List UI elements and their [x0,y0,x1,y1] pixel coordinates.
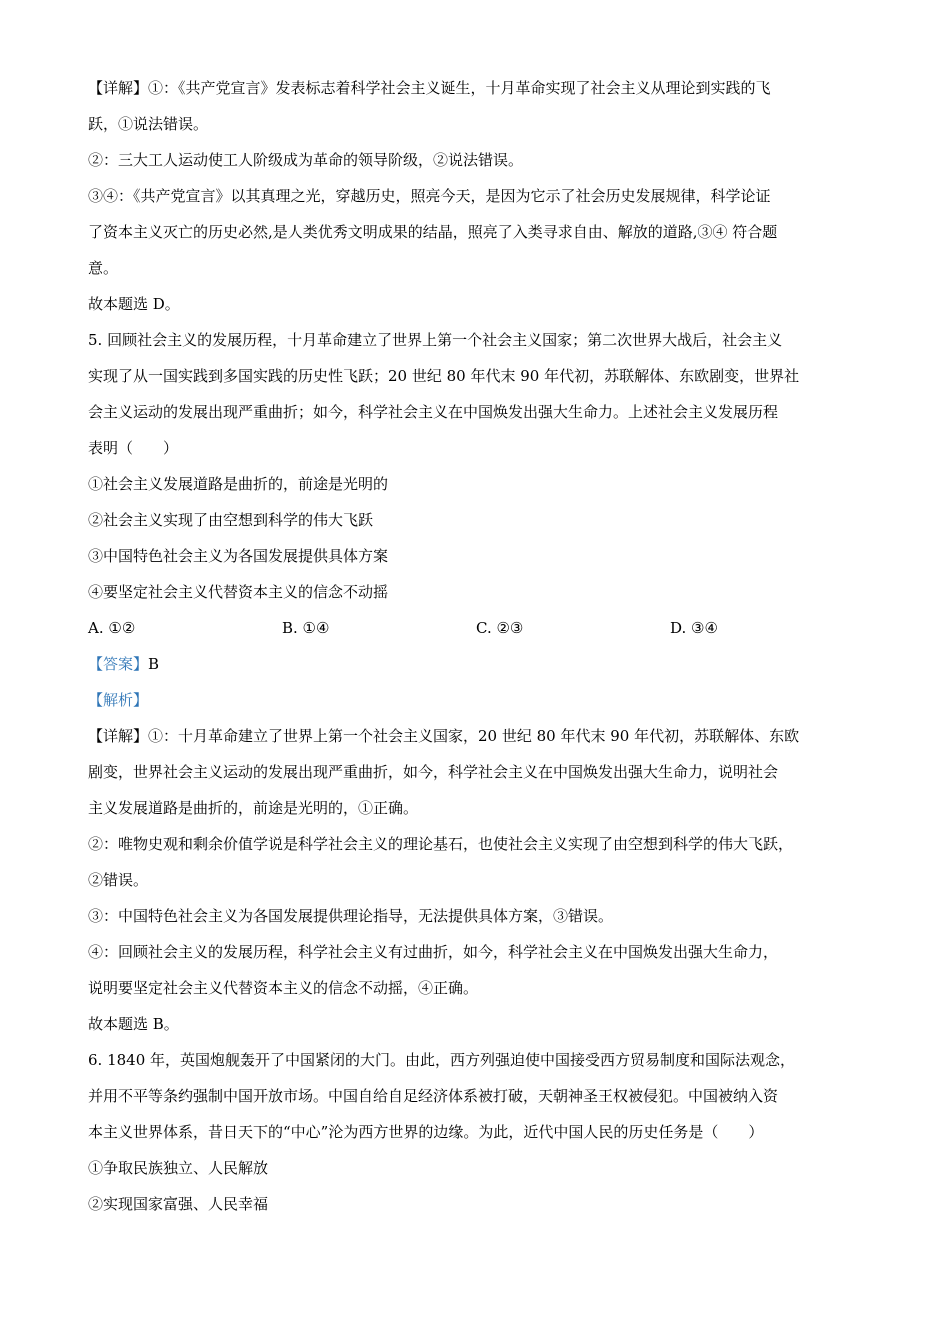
q6-stem-line: 并用不平等条约强制中国开放市场。中国自给自足经济体系被打破，天朝神圣王权被侵犯。中国被纳入资 [88,1087,779,1105]
q5-conclusion: 故本题选 B。 [88,1015,179,1033]
q4-detail-line: ②：三大工人运动使工人阶级成为革命的领导阶级，②说法错误。 [88,151,524,169]
q5-stem-line: 表明（ ） [88,439,179,457]
option-a: A. ①② [88,619,136,637]
q4-detail-line: 跃，①说法错误。 [88,115,209,133]
q4-detail-line: 意。 [88,259,119,277]
q5-answer [88,646,870,682]
q5-detail-line: 主义发展道路是曲折的，前途是光明的，①正确。 [88,799,419,817]
q5-stem-line: 实现了从一国实践到多国实践的历史性飞跃；20 世纪 80 年代末 90 年代初，苏联解体、东欧剧变，世界社 [88,367,800,385]
q4-detail-line: 【详解】①：《共产党宣言》发表标志着科学社会主义诞生，十月革命实现了社会主义从理论到实践的飞 [88,79,771,97]
q5-detail-line: ④：回顾社会主义的发展历程，科学社会主义有过曲折，如今，科学社会主义在中国焕发出强大生命力， [88,943,779,961]
option-d: D. ③④ [670,619,718,637]
analysis-tag: 【解析】 [88,691,149,709]
q5-detail-line: ②：唯物史观和剩余价值学说是科学社会主义的理论基石，也使社会主义实现了由空想到科学的伟大飞跃， [88,835,794,853]
q4-conclusion: 故本题选 D。 [88,295,180,313]
q6-stem-line: 本主义世界体系，昔日天下的“中心”沦为西方世界的边缘。为此，近代中国人民的历史任务是（ ） [88,1123,764,1141]
document-page [88,70,870,1222]
q6-statement: ②实现国家富强、人民幸福 [88,1195,269,1213]
q5-options [88,610,870,646]
detail-tag: 【详解】 [88,79,149,97]
option-c: C. ②③ [476,619,524,637]
q5-detail-line: 【详解】①：十月革命建立了世界上第一个社会主义国家，20 世纪 80 年代末 90 年代初，苏联解体、东欧 [88,727,800,745]
q5-statement: ③中国特色社会主义为各国发展提供具体方案 [88,547,389,565]
detail-tag: 【详解】 [88,727,149,745]
q5-detail-line: ③：中国特色社会主义为各国发展提供理论指导，无法提供具体方案，③错误。 [88,907,614,925]
q5-stem-line: 会主义运动的发展出现严重曲折；如今，科学社会主义在中国焕发出强大生命力。上述社会主义发展历程 [88,403,779,421]
q5-detail-line: 剧变，世界社会主义运动的发展出现严重曲折，如今，科学社会主义在中国焕发出强大生命力，说明社会 [88,763,779,781]
q5-detail-line: ②错误。 [88,871,149,889]
q6-stem-line: 6. 1840 年，英国炮舰轰开了中国紧闭的大门。由此，西方列强迫使中国接受西方贸易制度和国际法观念， [88,1051,796,1069]
option-b: B. ①④ [282,619,330,637]
q5-statement: ①社会主义发展道路是曲折的，前途是光明的 [88,475,389,493]
q5-detail-line: 说明要坚定社会主义代替资本主义的信念不动摇，④正确。 [88,979,479,997]
q5-statement: ②社会主义实现了由空想到科学的伟大飞跃 [88,511,374,529]
answer-value: B [148,655,160,673]
q6-statement: ①争取民族独立、人民解放 [88,1159,269,1177]
q5-statement: ④要坚定社会主义代替资本主义的信念不动摇 [88,583,389,601]
q4-detail-line: ③④：《共产党宣言》以其真理之光，穿越历史，照亮今天，是因为它示了社会历史发展规律，科学论证 [88,187,771,205]
q5-stem-line: 5. 回顾社会主义的发展历程，十月革命建立了世界上第一个社会主义国家；第二次世界大战后，社会主义 [88,331,783,349]
answer-tag: 【答案】 [88,655,149,673]
q4-detail-line: 了资本主义灭亡的历史必然,是人类优秀文明成果的结晶，照亮了入类寻求自由、解放的道路,③④ 符合题 [88,223,778,241]
